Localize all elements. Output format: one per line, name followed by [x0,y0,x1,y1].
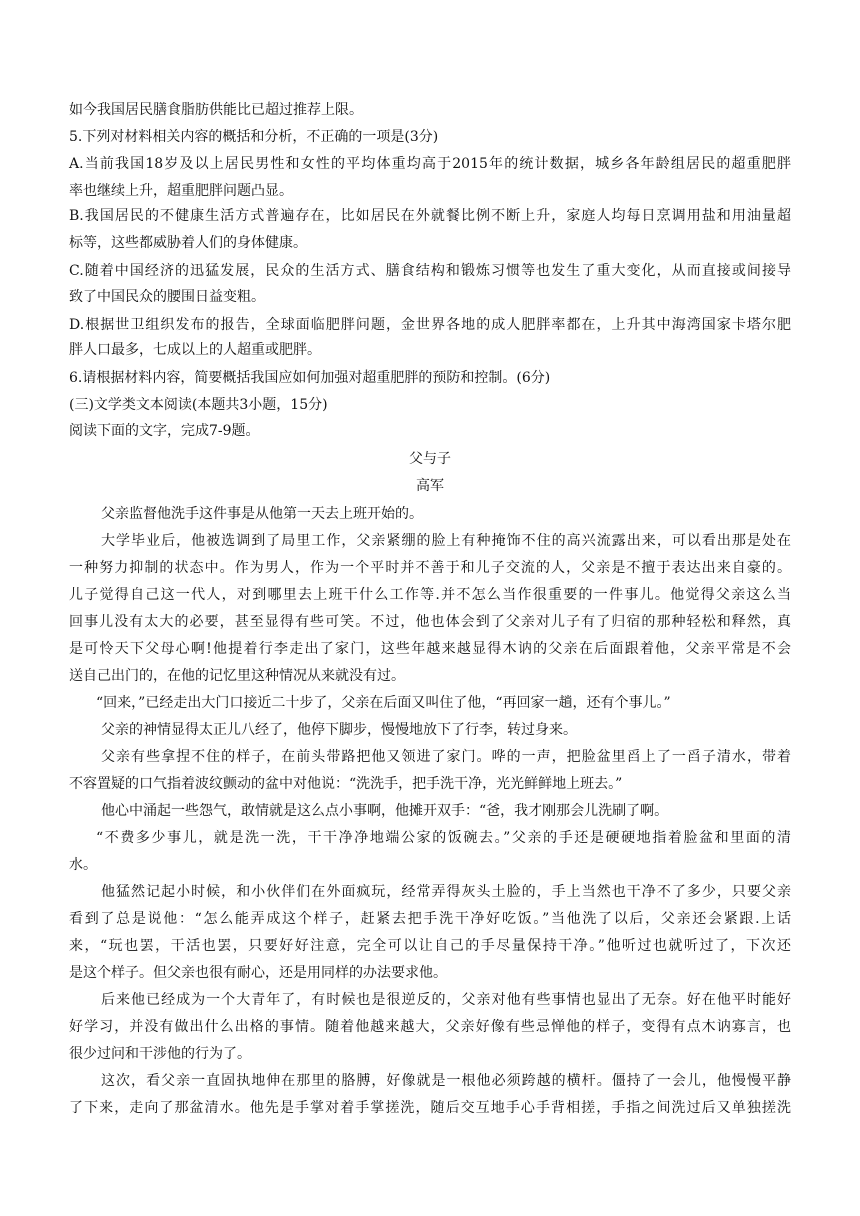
paragraph-9-line: 后来他已经成为一个大青年了，有时候也是很逆反的，父亲对他有些事情也显出了无奈。好在他平时能好 [101,992,791,1008]
option-a-line-2: 率也继续上升，超重肥胖问题凸显。 [69,183,293,199]
paragraph-2-line: 是可怜天下父母心啊!他提着行李走出了家门，这些年越来越显得木讷的父亲在后面跟着他，父亲平常是不会 [69,641,791,657]
paragraph-8-line: 他猛然记起小时候，和小伙伴们在外面疯玩，经常弄得灰头土脸的，手上当然也干净不了多少，只要父亲 [101,884,791,900]
option-b-line-1: B.我国居民的不健康生活方式普遍存在，比如居民在外就餐比例不断上升，家庭人均每日烹调用盐和用油量超 [69,208,791,224]
paragraph-10-line: 这次，看父亲一直固执地伸在那里的胳膊，好像就是一根他必须跨越的横杆。僵持了一会儿，他慢慢平静 [101,1073,791,1089]
section-title: (三)文学类文本阅读(本题共3小题，15分) [69,397,328,413]
paragraph-8-line: 是这个样子。但父亲也很有耐心，还是用同样的办法要求他。 [69,965,447,981]
paragraph-5-line: 不容置疑的口气指着波纹颤动的盆中对他说：“洗洗手，把手洗干净，光光鲜鲜地上班去。” [69,776,623,792]
paragraph-8-line: 看到了总是说他：“怎么能弄成这个样子，赶紧去把手洗干净好吃饭。”当他洗了以后，父亲还会紧跟.上话 [69,911,791,927]
paragraph-9-line: 很少过问和干涉他的行为了。 [69,1046,251,1062]
story-title: 父与子 [409,451,451,467]
paragraph-1: 父亲监督他洗手这件事是从他第一天去上班开始的。 [101,506,423,522]
question-6: 6.请根据材料内容，简要概括我国应如何加强对超重肥胖的预防和控制。(6分) [69,370,551,386]
option-c-line-2: 致了中国民众的腰围日益变粗。 [69,289,265,305]
option-a-line-1: A.当前我国18岁及以上居民男性和女性的平均体重均高于2015年的统计数据，城乡各年龄组居民的超重肥胖 [69,156,791,172]
paragraph-6: 他心中涌起一些怨气，敢情就是这么点小事啊，他摊开双手：“爸，我才刚那会儿洗刷了啊。 [101,803,669,819]
question-5-stem: 5.下列对材料相关内容的概括和分析，不正确的一项是(3分) [69,129,439,145]
paragraph-7-line: 水。 [69,857,97,873]
option-c-line-1: C.随着中国经济的迅猛发展，民众的生活方式、膳食结构和锻炼习惯等也发生了重大变化，从而直接或间接导 [69,263,791,279]
paragraph-7-line: “不费多少事儿，就是洗一洗，干干净净地端公家的饭碗去。”父亲的手还是硬硬地指着脸盆和里面的清 [96,830,791,846]
paragraph-4: 父亲的神情显得太正儿八经了，他停下脚步，慢慢地放下了行李，转过身来。 [101,722,577,738]
option-d-line-1: D.根据世卫组织发布的报告，全球面临肥胖问题，金世界各地的成人肥胖率都在，上升其中海湾国家卡塔尔肥 [69,317,791,333]
paragraph-2-line: 儿子觉得自己这一代人，对到哪里去上班干什么工作等.并不怎么当作很重要的一件事儿。他觉得父亲这么当 [69,587,791,603]
option-b-line-2: 标等，这些都威胁着人们的身体健康。 [69,235,307,251]
paragraph-9-line: 好学习，并没有做出什么出格的事情。随着他越来越大，父亲好像有些忌惮他的样子，变得有点木讷寡言，也 [69,1019,791,1035]
paragraph-5-line: 父亲有些拿捏不住的样子，在前头带路把他又领进了家门。哗的一声，把脸盆里舀上了一舀子清水，带着 [101,749,791,765]
paragraph-3: “回来，”已经走出大门口接近二十步了，父亲在后面又叫住了他，“再回家一趟，还有个事儿。” [96,695,671,711]
paragraph-2-line: 一种努力抑制的状态中。作为男人，作为一个平时并不善于和儿子交流的人，父亲是不擅于表达出来自豪的。 [69,560,791,576]
paragraph-8-line: 来，“玩也罢，干活也罢，只要好好注意，完全可以让自己的手尽量保持干净。”他听过也就听过了，下次还 [69,938,791,954]
paragraph-2-line: 大学毕业后，他被选调到了局里工作，父亲紧绷的脸上有种掩饰不住的高兴流露出来，可以看出那是处在 [101,533,791,549]
paragraph-2-line: 回事儿没有太大的必要，甚至显得有些可笑。不过，他也体会到了父亲对儿子有了归宿的那种轻松和释然，真 [69,614,791,630]
instruction: 阅读下面的文字，完成7-9题。 [69,423,260,439]
paragraph-10-line: 了下来，走向了那盆清水。他先是手掌对着手掌搓洗，随后交互地手心手背相搓，手指之间洗过后又单独搓洗 [69,1100,791,1116]
option-d-line-2: 胖人口最多，七成以上的人超重或肥胖。 [69,342,321,358]
top-text: 如今我国居民膳食脂肪供能比已超过推荐上限。 [69,102,363,118]
story-author: 高军 [416,478,444,494]
paragraph-2-line: 送自己出门的，在他的记忆里这种情况从来就没有过。 [69,668,405,684]
